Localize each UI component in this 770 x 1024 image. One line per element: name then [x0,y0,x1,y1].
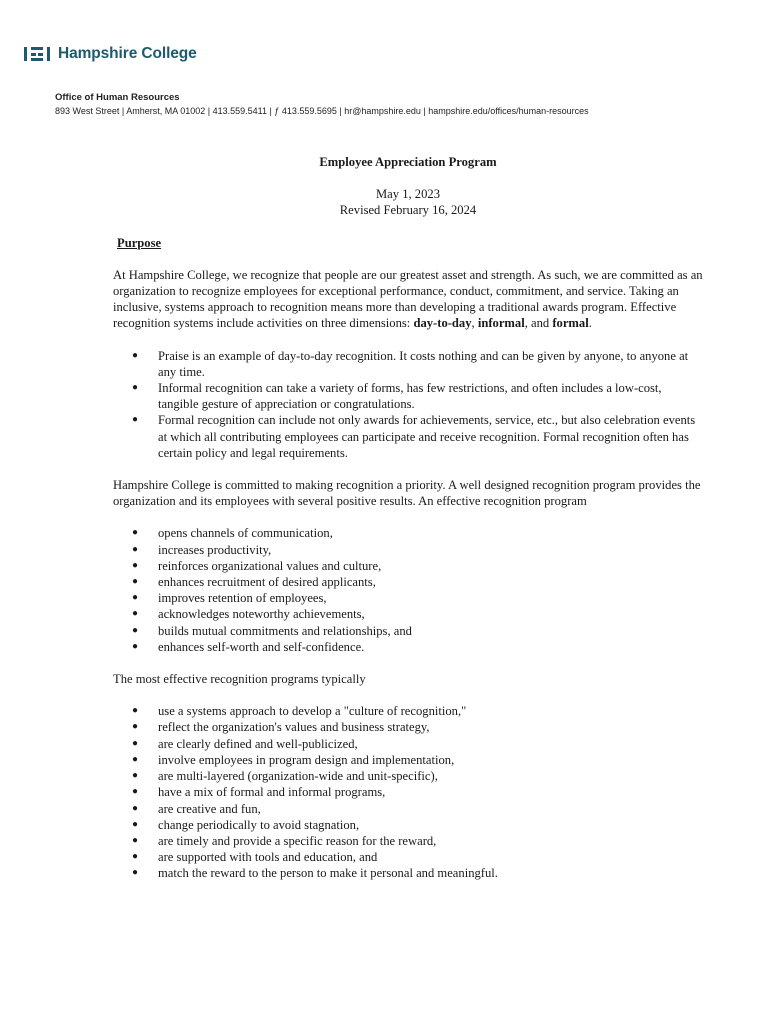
practices-list [113,703,703,881]
revised-date: Revised February 16, 2024 [339,203,477,218]
dimension-informal: informal [477,316,525,331]
dimension-formal: formal [552,316,589,331]
logo-text: Hampshire College [58,45,197,62]
purpose-heading: Purpose [117,235,162,250]
list-item: ● involve employees in program design and implementation, [113,752,703,768]
document-title: Employee Appreciation Program [319,155,497,169]
office-name: Office of Human Resources [55,92,180,103]
office-header [55,92,589,116]
list-item: ● have a mix of formal and informal programs, [113,784,703,800]
list-item: ● are creative and fun, [113,801,703,817]
dimension-day-to-day: day-to-day [413,316,472,331]
list-item: ● Praise is an example of day-to-day recognition. It costs nothing and can be given by anyone, to anyone at any time. [113,348,703,380]
list-item: ● enhances self-worth and self-confidence. [113,639,703,655]
college-logo-icon [24,47,50,61]
list-item: ● are supported with tools and education, and [113,849,703,865]
list-item: ● Formal recognition can include not only awards for achievements, service, etc., but also celebration events at which all contributing employees can participate and receive recognition. Formal recognition often has certain policy and legal requirements. [113,412,703,461]
list-item: ● increases productivity, [113,542,703,558]
college-logo [24,45,197,63]
effective-paragraph: The most effective recognition programs typically [113,672,366,687]
benefits-list [113,525,703,655]
dimensions-list [113,348,703,461]
list-item: ● reinforces organizational values and culture, [113,558,703,574]
list-item: ● reflect the organization's values and business strategy, [113,719,703,735]
document-date: May 1, 2023 [375,187,440,202]
list-item: ● change periodically to avoid stagnation, [113,817,703,833]
commitment-paragraph: Hampshire College is committed to making recognition a priority. A well designed recognition program provides the organization and its employees with several positive results. An effective recognition program [113,478,701,509]
list-item: ● match the reward to the person to make it personal and meaningful. [113,865,703,881]
office-address: 893 West Street | Amherst, MA 01002 | 413.559.5411 | ƒ 413.559.5695 | hr@hampshire.edu | hampshire.edu/offices/human-resources [55,106,589,116]
document-body [113,154,703,882]
list-item: ● acknowledges noteworthy achievements, [113,606,703,622]
list-item: ● are clearly defined and well-publicized, [113,736,703,752]
list-item: ● builds mutual commitments and relationships, and [113,623,703,639]
list-item: ● are timely and provide a specific reason for the reward, [113,833,703,849]
list-item: ● improves retention of employees, [113,590,703,606]
intro-paragraph: At Hampshire College, we recognize that people are our greatest asset and strength. As such, we are committed as an organization to recognize employees for exceptional performance, conduct, commitment, and service. Taking an inclusive, systems approach to recognition means more than developing a traditional awards program. Effective recognition systems include activities on three dimensions: day-to-day, informal, and formal. [113,267,703,331]
list-item: ● opens channels of communication, [113,525,703,541]
list-item: ● are multi-layered (organization-wide and unit-specific), [113,768,703,784]
list-item: ● enhances recruitment of desired applicants, [113,574,703,590]
list-item: ● use a systems approach to develop a "culture of recognition," [113,703,703,719]
list-item: ● Informal recognition can take a variety of forms, has few restrictions, and often includes a low-cost, tangible gesture of appreciation or congratulations. [113,380,703,412]
